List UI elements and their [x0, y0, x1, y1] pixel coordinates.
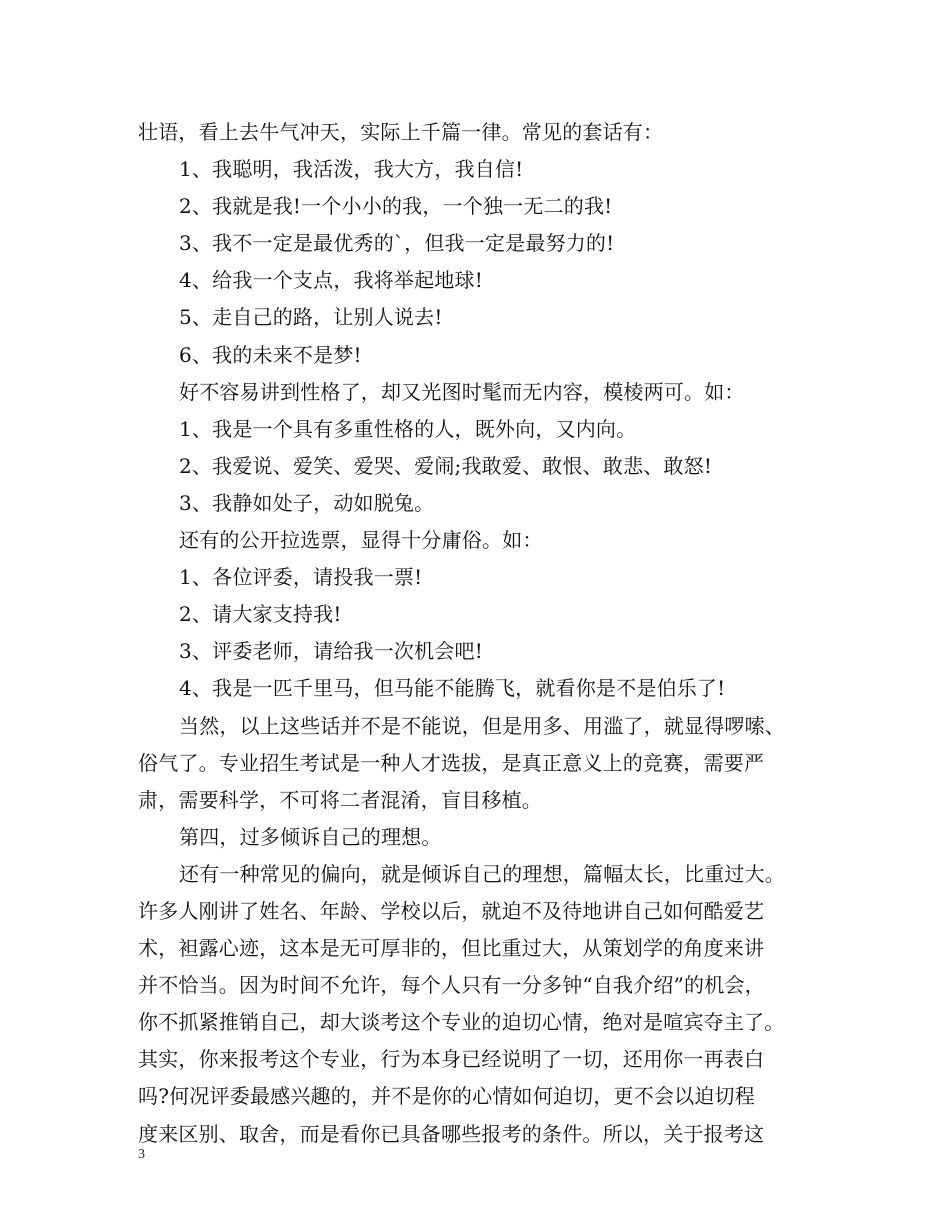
page-number: 3 — [138, 1147, 145, 1162]
body-text — [138, 114, 818, 1153]
paragraph-line: 好不容易讲到性格了，却又光图时髦而无内容，模棱两可。如： — [179, 379, 745, 404]
list-item: 1、各位评委，请投我一票! — [179, 565, 423, 590]
paragraph-line: 度来区别、取舍，而是看你已具备哪些报考的条件。所以，关于报考这 — [138, 1121, 765, 1146]
paragraph-line: 你不抓紧推销自己，却大谈考这个专业的迫切心情，绝对是喧宾夺主了。 — [138, 1010, 785, 1035]
list-item: 3、我不一定是最优秀的`，但我一定是最努力的! — [179, 231, 615, 256]
paragraph-line: 肃，需要科学，不可将二者混淆，盲目移植。 — [138, 787, 542, 812]
list-item: 1、我聪明，我活泼，我大方，我自信! — [179, 157, 524, 182]
list-item: 2、我爱说、爱笑、爱哭、爱闹;我敢爱、敢恨、敢悲、敢怒! — [179, 453, 713, 478]
paragraph-line: 当然，以上这些话并不是不能说，但是用多、用滥了，就显得啰嗦、 — [179, 713, 785, 738]
list-item: 4、给我一个支点，我将举起地球! — [179, 268, 483, 293]
list-item: 3、我静如处子，动如脱兔。 — [179, 490, 435, 515]
list-item: 4、我是一匹千里马，但马能不能腾飞，就看你是不是伯乐了! — [179, 676, 726, 701]
paragraph-line: 还有的公开拉选票，显得十分庸俗。如： — [179, 528, 543, 553]
paragraph-line: 其实，你来报考这个专业，行为本身已经说明了一切，还用你一再表白 — [138, 1047, 765, 1072]
list-item: 2、请大家支持我! — [179, 602, 342, 627]
section-heading: 第四，过多倾诉自己的理想。 — [179, 824, 442, 849]
paragraph-line: 许多人刚讲了姓名、年龄、学校以后，就迫不及待地讲自己如何酷爱艺 — [138, 898, 765, 923]
list-item: 5、走自己的路，让别人说去! — [179, 305, 443, 330]
list-item: 6、我的未来不是梦! — [179, 342, 362, 367]
list-item: 3、评委老师，请给我一次机会吧! — [179, 639, 483, 664]
paragraph-line: 俗气了。专业招生考试是一种人才选拔，是真正意义上的竞赛，需要严 — [138, 750, 765, 775]
paragraph-line: 吗?何况评委最感兴趣的，并不是你的心情如何迫切，更不会以迫切程 — [138, 1084, 755, 1109]
paragraph-line: 还有一种常见的偏向，就是倾诉自己的理想，篇幅太长，比重过大。 — [179, 861, 785, 886]
list-item: 2、我就是我!一个小小的我，一个独一无二的我! — [179, 194, 613, 219]
list-item: 1、我是一个具有多重性格的人，既外向，又内向。 — [179, 416, 637, 441]
paragraph-line: 壮语，看上去牛气冲天，实际上千篇一律。常见的套话有： — [138, 120, 664, 144]
paragraph-line: 并不恰当。因为时间不允许，每个人只有一分多钟“自我介绍”的机会， — [138, 973, 765, 998]
paragraph-line: 术，袒露心迹，这本是无可厚非的，但比重过大，从策划学的角度来讲 — [138, 936, 765, 961]
